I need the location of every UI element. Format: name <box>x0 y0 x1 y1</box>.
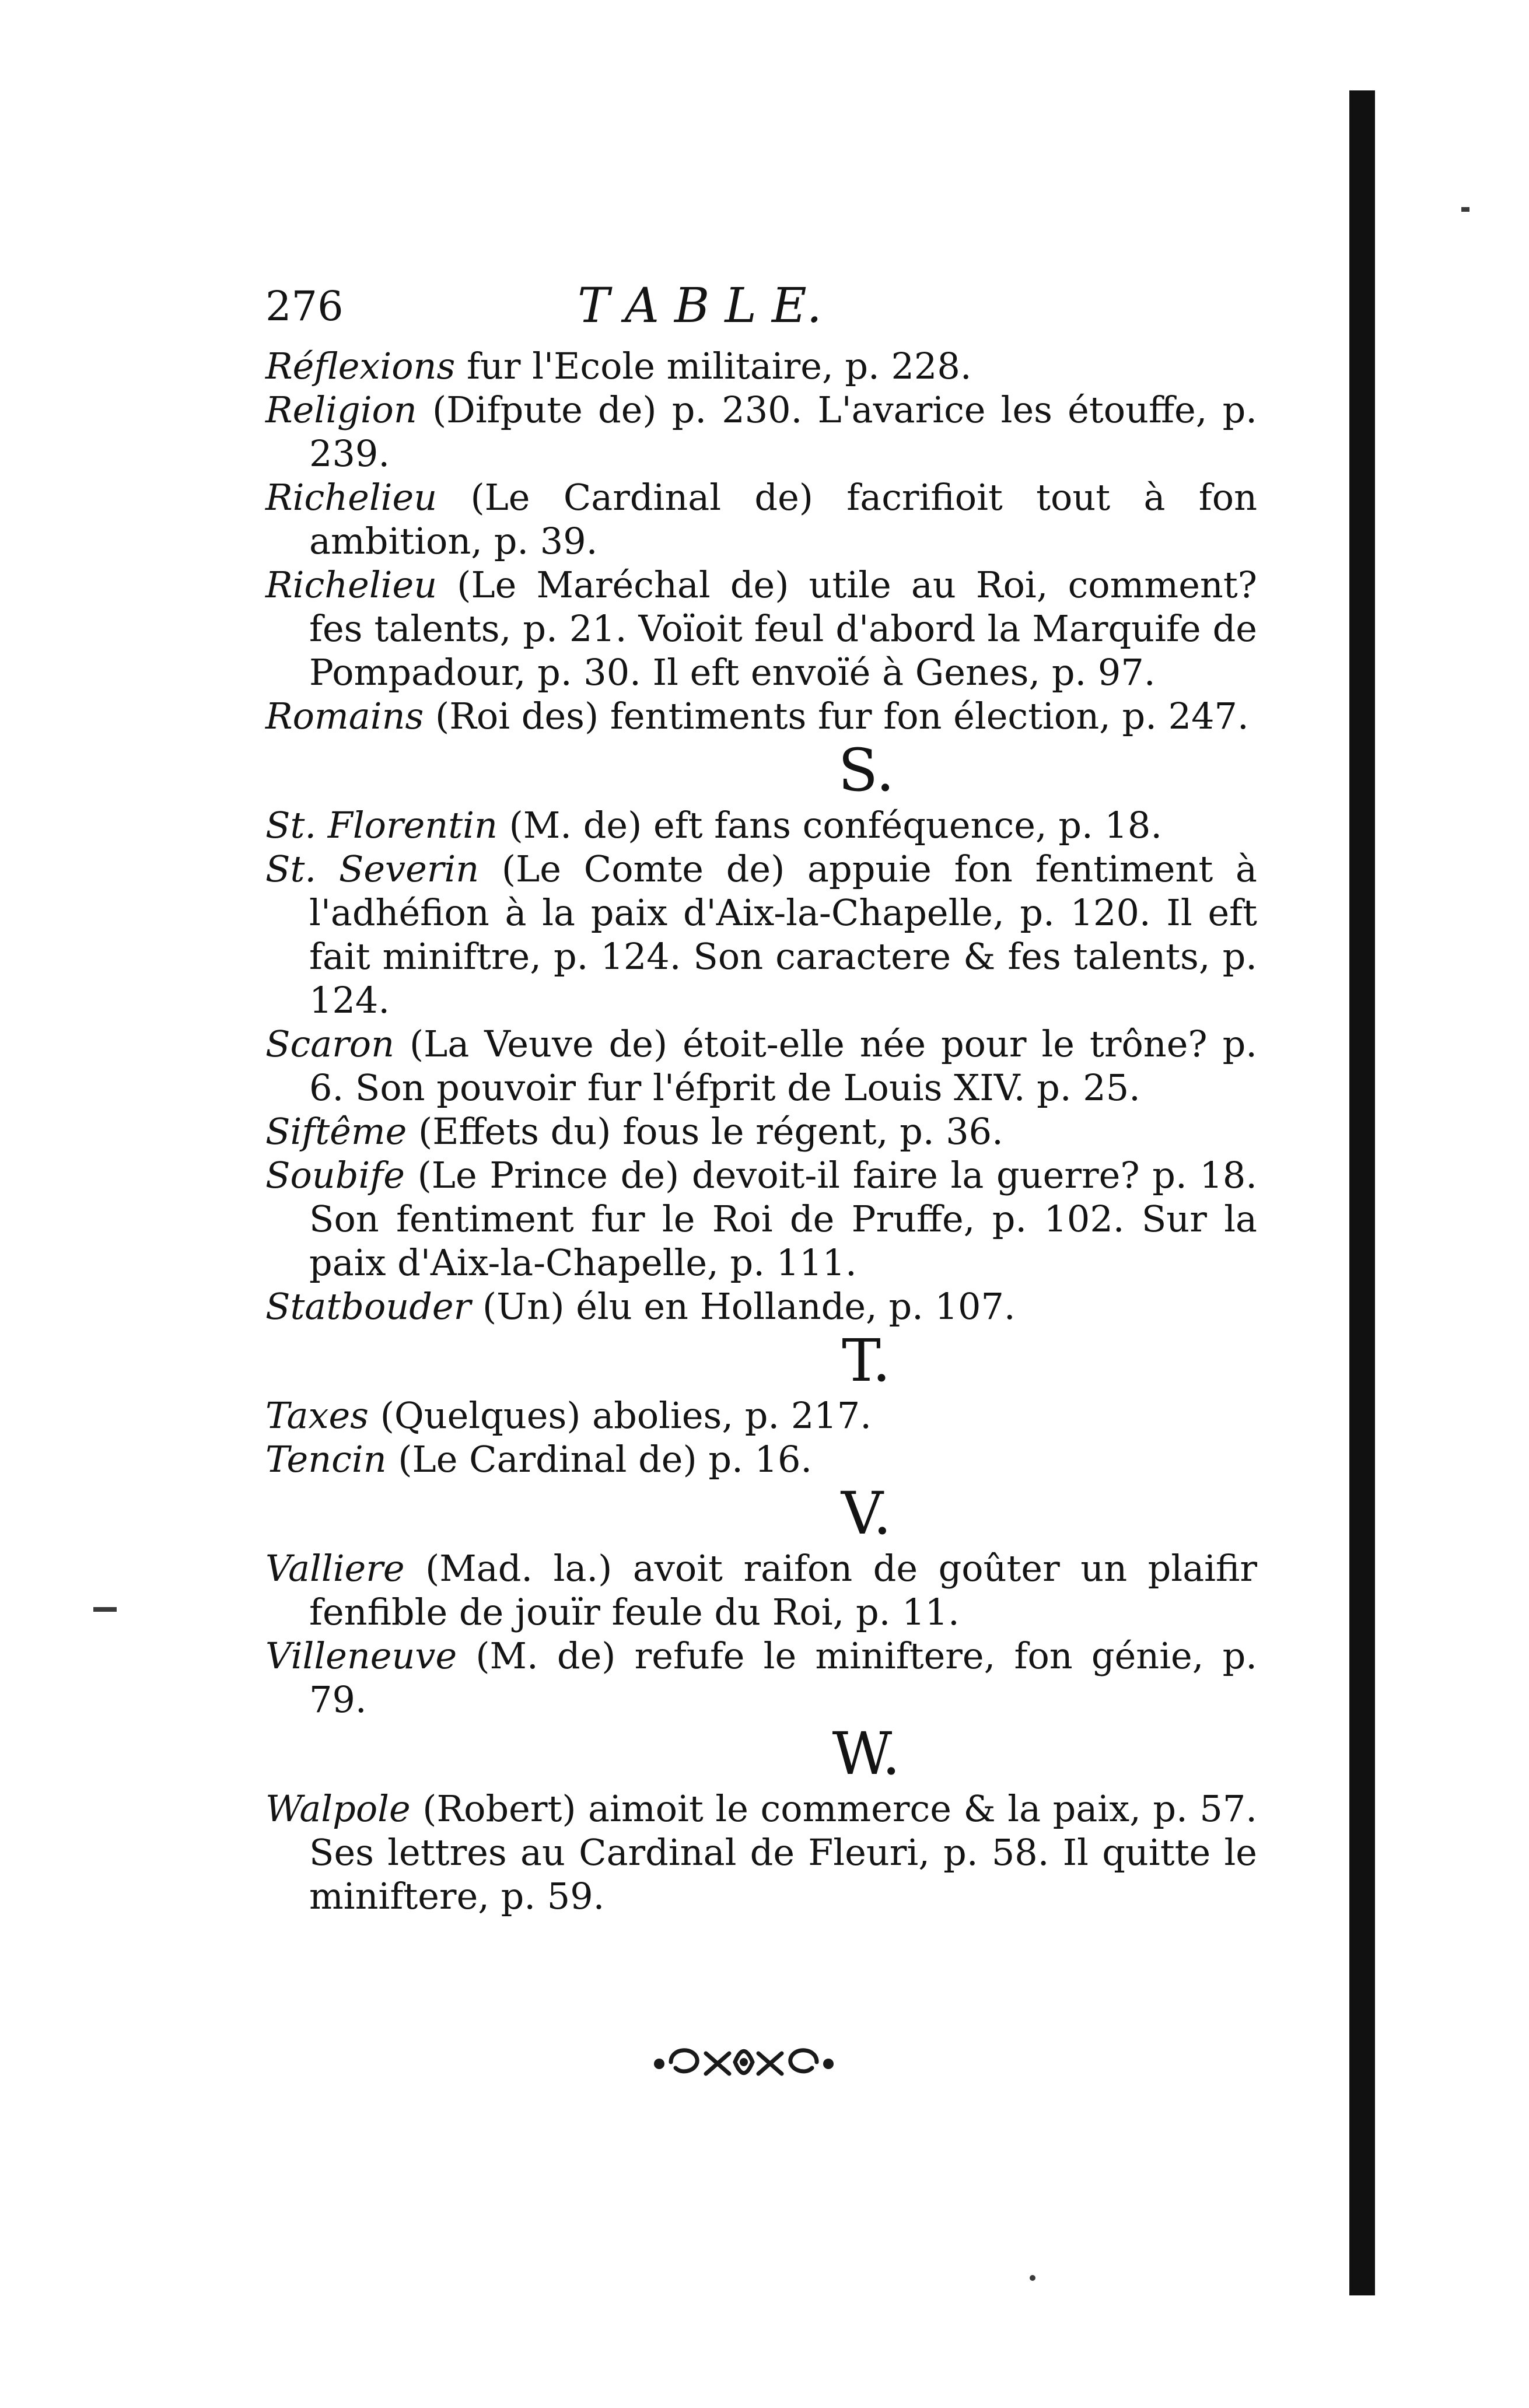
entry-headword: Villeneuve <box>265 1634 457 1677</box>
index-entry <box>265 1787 1257 1918</box>
entry-text: fur l'Ecole militaire, p. 228. <box>455 345 972 387</box>
index-entry <box>265 1394 1257 1437</box>
index-entry <box>265 388 1257 475</box>
index-entry <box>265 1634 1257 1721</box>
index-entry <box>265 1153 1257 1284</box>
section-letter: S. <box>838 736 895 804</box>
entry-text: (Le Cardinal de) facrifioit tout à fon ambition, p. 39. <box>309 476 1257 562</box>
entry-headword: Statbouder <box>265 1285 471 1328</box>
entry-headword: Richelieu <box>265 564 438 606</box>
stray-mark <box>93 1607 117 1612</box>
entry-text: (Robert) aimoit le commerce & la paix, p. 57. Ses lettres au Cardinal de Fleuri, p. 58. Il quitte le miniftere, p. 59. <box>309 1787 1257 1917</box>
entry-headword: Walpole <box>265 1787 411 1830</box>
index-entry <box>265 1110 1257 1153</box>
stray-mark <box>1461 207 1469 212</box>
section-letter: W. <box>832 1720 901 1788</box>
index-entry <box>265 847 1257 1022</box>
section-letter: T. <box>842 1326 891 1395</box>
index-entry <box>265 1022 1257 1110</box>
entry-headword: Tencin <box>265 1438 387 1480</box>
index-entry <box>265 563 1257 694</box>
entry-text: (Quelques) abolies, p. 217. <box>368 1394 872 1437</box>
entry-text: (Le Cardinal de) p. 16. <box>386 1438 813 1480</box>
entry-text: (Difpute de) p. 230. L'avarice les étouffe, p. 239. <box>309 388 1257 475</box>
index-entry <box>265 475 1257 563</box>
entry-text: (Le Comte de) appuie fon fentiment à l'adhéfion à la paix d'Aix-la-Chapelle, p. 120. Il eft fait miniftre, p. 124. Son caractere & fes talents, p. 124. <box>309 848 1257 1021</box>
entry-headword: St. Florentin <box>265 804 498 846</box>
stray-mark <box>1030 2275 1035 2281</box>
entry-headword: St. Severin <box>265 848 480 890</box>
entry-text: (Le Prince de) devoit-il faire la guerre? p. 18. Son fentiment fur le Roi de Pruffe, p. 102. Sur la paix d'Aix-la-Chapelle, p. 111. <box>309 1154 1257 1284</box>
entry-headword: Romains <box>265 695 424 737</box>
entry-text: (M. de) eft fans conféquence, p. 18. <box>497 804 1163 846</box>
index-table <box>265 344 1257 1918</box>
entry-headword: Réflexions <box>265 345 456 387</box>
page-number: 276 <box>265 282 344 330</box>
entry-text: (Roi des) fentiments fur fon élection, p. 247. <box>424 695 1249 737</box>
entry-text: (Effets du) fous le régent, p. 36. <box>407 1110 1003 1153</box>
section-letter: V. <box>841 1479 892 1548</box>
index-entry <box>265 1284 1257 1328</box>
entry-headword: Taxes <box>265 1394 369 1437</box>
index-entry <box>265 1546 1257 1634</box>
entry-text: (Mad. la.) avoit raifon de goûter un plaifir fenfible de jouïr feule du Roi, p. 11. <box>309 1547 1257 1633</box>
page-header <box>265 274 1257 338</box>
index-entry <box>265 694 1257 738</box>
entry-headword: Scaron <box>265 1023 395 1065</box>
page-edge-shadow <box>1349 90 1375 2295</box>
entry-headword: Religion <box>265 388 417 431</box>
entry-headword: Richelieu <box>265 476 438 519</box>
index-entry <box>265 803 1257 847</box>
entry-headword: Siftême <box>265 1110 407 1153</box>
index-entry <box>265 1437 1257 1481</box>
entry-headword: Soubife <box>265 1154 405 1196</box>
entry-text: (M. de) refufe le miniftere, fon génie, p. 79. <box>309 1634 1257 1721</box>
entry-headword: Valliere <box>265 1547 405 1590</box>
entry-text: (La Veuve de) étoit-elle née pour le trône? p. 6. Son pouvoir fur l'éfprit de Louis XIV. p. 25. <box>309 1023 1257 1109</box>
entry-text: (Le Maréchal de) utile au Roi, comment? fes talents, p. 21. Voïoit feul d'abord la Marquife de Pompadour, p. 30. Il eft envoïé à Genes, p. 97. <box>309 564 1257 694</box>
running-title: T A B L E. <box>578 278 822 334</box>
ornament-icon <box>648 2036 840 2088</box>
entry-text: (Un) élu en Hollande, p. 107. <box>471 1285 1016 1328</box>
index-entry <box>265 344 1257 388</box>
